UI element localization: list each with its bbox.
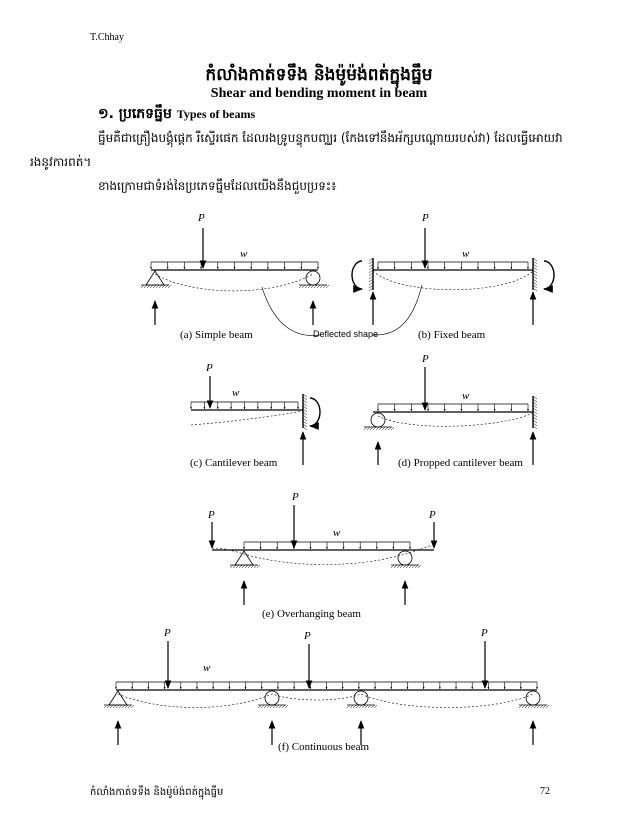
ground-hatch <box>522 705 525 708</box>
ground-hatch <box>144 285 147 288</box>
ground-hatch <box>362 705 365 708</box>
load-label-p-e-left: P <box>208 509 215 521</box>
body-paragraph-3: ខាងក្រោមជាទំរង់នៃប្រភេទធ្នឹមដែលយើងនឹងជួបប្រទះ៖ <box>98 179 337 193</box>
ground-hatch <box>323 285 326 288</box>
ground-hatch <box>373 427 376 430</box>
ground-hatch <box>131 705 134 708</box>
ground-hatch <box>159 285 162 288</box>
ground-hatch <box>276 705 279 708</box>
dist-label-w-f: w <box>203 662 211 674</box>
ground-hatch <box>370 427 373 430</box>
ground-hatch <box>379 427 382 430</box>
dist-label-w-a: w <box>240 248 248 260</box>
ground-hatch <box>242 565 245 568</box>
ground-hatch <box>543 705 546 708</box>
ground-hatch <box>308 285 311 288</box>
ground-hatch <box>264 705 267 708</box>
ground-hatch <box>239 565 242 568</box>
ground-hatch <box>376 427 379 430</box>
ground-hatch <box>365 705 368 708</box>
ground-hatch <box>388 427 391 430</box>
ground-hatch <box>162 285 165 288</box>
ground-hatch <box>371 705 374 708</box>
ground-hatch <box>113 705 116 708</box>
deflected-shape-pointer-left <box>262 287 320 336</box>
ground-hatch <box>359 705 362 708</box>
ground-hatch <box>534 705 537 708</box>
load-label-p-f-left: P <box>164 627 171 639</box>
deflected-shape-curve <box>378 413 533 426</box>
ground-hatch <box>528 705 531 708</box>
ground-hatch <box>282 705 285 708</box>
roller-support <box>354 691 368 705</box>
caption-fixed-beam: (b) Fixed beam <box>418 329 486 341</box>
ground-hatch <box>299 285 302 288</box>
ground-hatch <box>279 705 282 708</box>
ground-hatch <box>412 565 415 568</box>
ground-hatch <box>391 427 394 430</box>
fixed-beam-figure <box>352 228 554 325</box>
ground-hatch <box>403 565 406 568</box>
ground-hatch <box>258 705 261 708</box>
ground-hatch <box>519 705 522 708</box>
body-paragraph-2: រងនូវការពត់។ <box>30 155 92 169</box>
roller-support <box>526 691 540 705</box>
ground-hatch <box>347 705 350 708</box>
ground-hatch <box>385 427 388 430</box>
ground-hatch <box>270 705 273 708</box>
load-label-p-a: P <box>198 212 205 224</box>
simple-beam-figure <box>141 228 329 325</box>
pin-support <box>146 271 164 285</box>
ground-hatch <box>314 285 317 288</box>
overhanging-beam-figure <box>212 505 434 605</box>
ground-hatch <box>273 705 276 708</box>
ground-hatch <box>116 705 119 708</box>
ground-hatch <box>254 565 257 568</box>
deflected-shape-curve <box>118 694 533 708</box>
ground-hatch <box>320 285 323 288</box>
caption-overhanging-beam: (e) Overhanging beam <box>262 608 361 620</box>
pin-support <box>235 551 253 565</box>
ground-hatch <box>153 285 156 288</box>
title-english: Shear and bending moment in beam <box>210 86 428 101</box>
ground-hatch <box>257 565 260 568</box>
ground-hatch <box>128 705 131 708</box>
ground-hatch <box>350 705 353 708</box>
ground-hatch <box>236 565 239 568</box>
caption-propped-cantilever-beam: (d) Propped cantilever beam <box>398 457 523 469</box>
ground-hatch <box>326 285 329 288</box>
ground-hatch <box>374 705 377 708</box>
ground-hatch <box>400 565 403 568</box>
ground-hatch <box>147 285 150 288</box>
ground-hatch <box>311 285 314 288</box>
ground-hatch <box>391 565 394 568</box>
ground-hatch <box>415 565 418 568</box>
dist-label-w-d: w <box>462 390 470 402</box>
ground-hatch <box>406 565 409 568</box>
ground-hatch <box>104 705 107 708</box>
ground-hatch <box>261 705 264 708</box>
ground-hatch <box>248 565 251 568</box>
ground-hatch <box>165 285 168 288</box>
ground-hatch <box>394 565 397 568</box>
ground-hatch <box>353 705 356 708</box>
ground-hatch <box>110 705 113 708</box>
roller-support <box>371 413 385 427</box>
section-english: Types of beams <box>176 107 256 121</box>
ground-hatch <box>141 285 144 288</box>
deflected-shape-curve <box>155 274 313 291</box>
ground-hatch <box>305 285 308 288</box>
ground-hatch <box>267 705 270 708</box>
ground-hatch <box>368 705 371 708</box>
ground-hatch <box>122 705 125 708</box>
page-number: 72 <box>540 786 550 797</box>
ground-hatch <box>119 705 122 708</box>
dist-label-w-b: w <box>462 248 470 260</box>
ground-hatch <box>546 705 549 708</box>
ground-hatch <box>382 427 385 430</box>
deflected-shape-curve <box>191 411 303 425</box>
moment-arrow <box>352 261 362 289</box>
ground-hatch <box>233 565 236 568</box>
roller-support <box>398 551 412 565</box>
wall-hatch <box>303 427 307 430</box>
ground-hatch <box>156 285 159 288</box>
continuous-beam-figure <box>104 641 549 745</box>
ground-hatch <box>168 285 171 288</box>
ground-hatch <box>317 285 320 288</box>
ground-hatch <box>245 565 248 568</box>
ground-hatch <box>409 565 412 568</box>
caption-cantilever-beam: (c) Cantilever beam <box>190 457 278 469</box>
body-paragraph-1: ធ្នឹមគឺជាគ្រឿងបង្គុំផ្តេក រឺស្ទើរផេក ដែលរងទ្រូបន្ទុកបញ្ឈរ (កែងទៅនឹងអ័ក្សបណ្តោយរបស់វា) ដែលធ្វើអោយវា <box>98 131 563 145</box>
author-header: T.Chhay <box>90 32 124 43</box>
load-label-p-f-center: P <box>304 630 311 642</box>
deflected-shape-curve <box>373 271 533 290</box>
cantilever-beam-figure <box>191 376 320 465</box>
ground-hatch <box>285 705 288 708</box>
ground-hatch <box>364 427 367 430</box>
ground-hatch <box>150 285 153 288</box>
dist-label-w-e: w <box>333 527 341 539</box>
title-khmer: កំលាំងកាត់ទទឹង និងម៉ូម៉ង់ពត់ក្នុងធ្នឹម <box>205 65 433 85</box>
footer-title: កំលាំងកាត់ទទឹង និងម៉ូម៉ង់ពត់ក្នុងធ្នឹម <box>90 787 224 798</box>
load-label-p-d: P <box>422 353 429 365</box>
roller-support <box>265 691 279 705</box>
load-label-p-f-right: P <box>481 627 488 639</box>
roller-support <box>306 271 320 285</box>
ground-hatch <box>540 705 543 708</box>
ground-hatch <box>537 705 540 708</box>
section-number-title: ១. ប្រភេទធ្នឹម <box>98 106 172 122</box>
moment-arrow <box>544 261 554 289</box>
ground-hatch <box>356 705 359 708</box>
pin-support <box>109 691 127 705</box>
ground-hatch <box>302 285 305 288</box>
ground-hatch <box>230 565 233 568</box>
caption-simple-beam: (a) Simple beam <box>180 329 253 341</box>
ground-hatch <box>125 705 128 708</box>
load-label-p-c: P <box>206 362 213 374</box>
ground-hatch <box>397 565 400 568</box>
load-label-p-e-center: P <box>292 491 299 503</box>
caption-continuous-beam: (f) Continuous beam <box>278 741 370 753</box>
deflected-shape-pointer-right <box>372 285 422 335</box>
load-label-p-e-right: P <box>429 509 436 521</box>
deflected-shape-label: Deflected shape <box>313 329 379 339</box>
load-label-p-b: P <box>422 212 429 224</box>
ground-hatch <box>418 565 421 568</box>
ground-hatch <box>107 705 110 708</box>
propped-cantilever-beam-figure <box>364 367 537 465</box>
ground-hatch <box>367 427 370 430</box>
ground-hatch <box>525 705 528 708</box>
moment-arrow <box>310 398 320 426</box>
dist-label-w-c: w <box>232 387 240 399</box>
ground-hatch <box>251 565 254 568</box>
ground-hatch <box>531 705 534 708</box>
